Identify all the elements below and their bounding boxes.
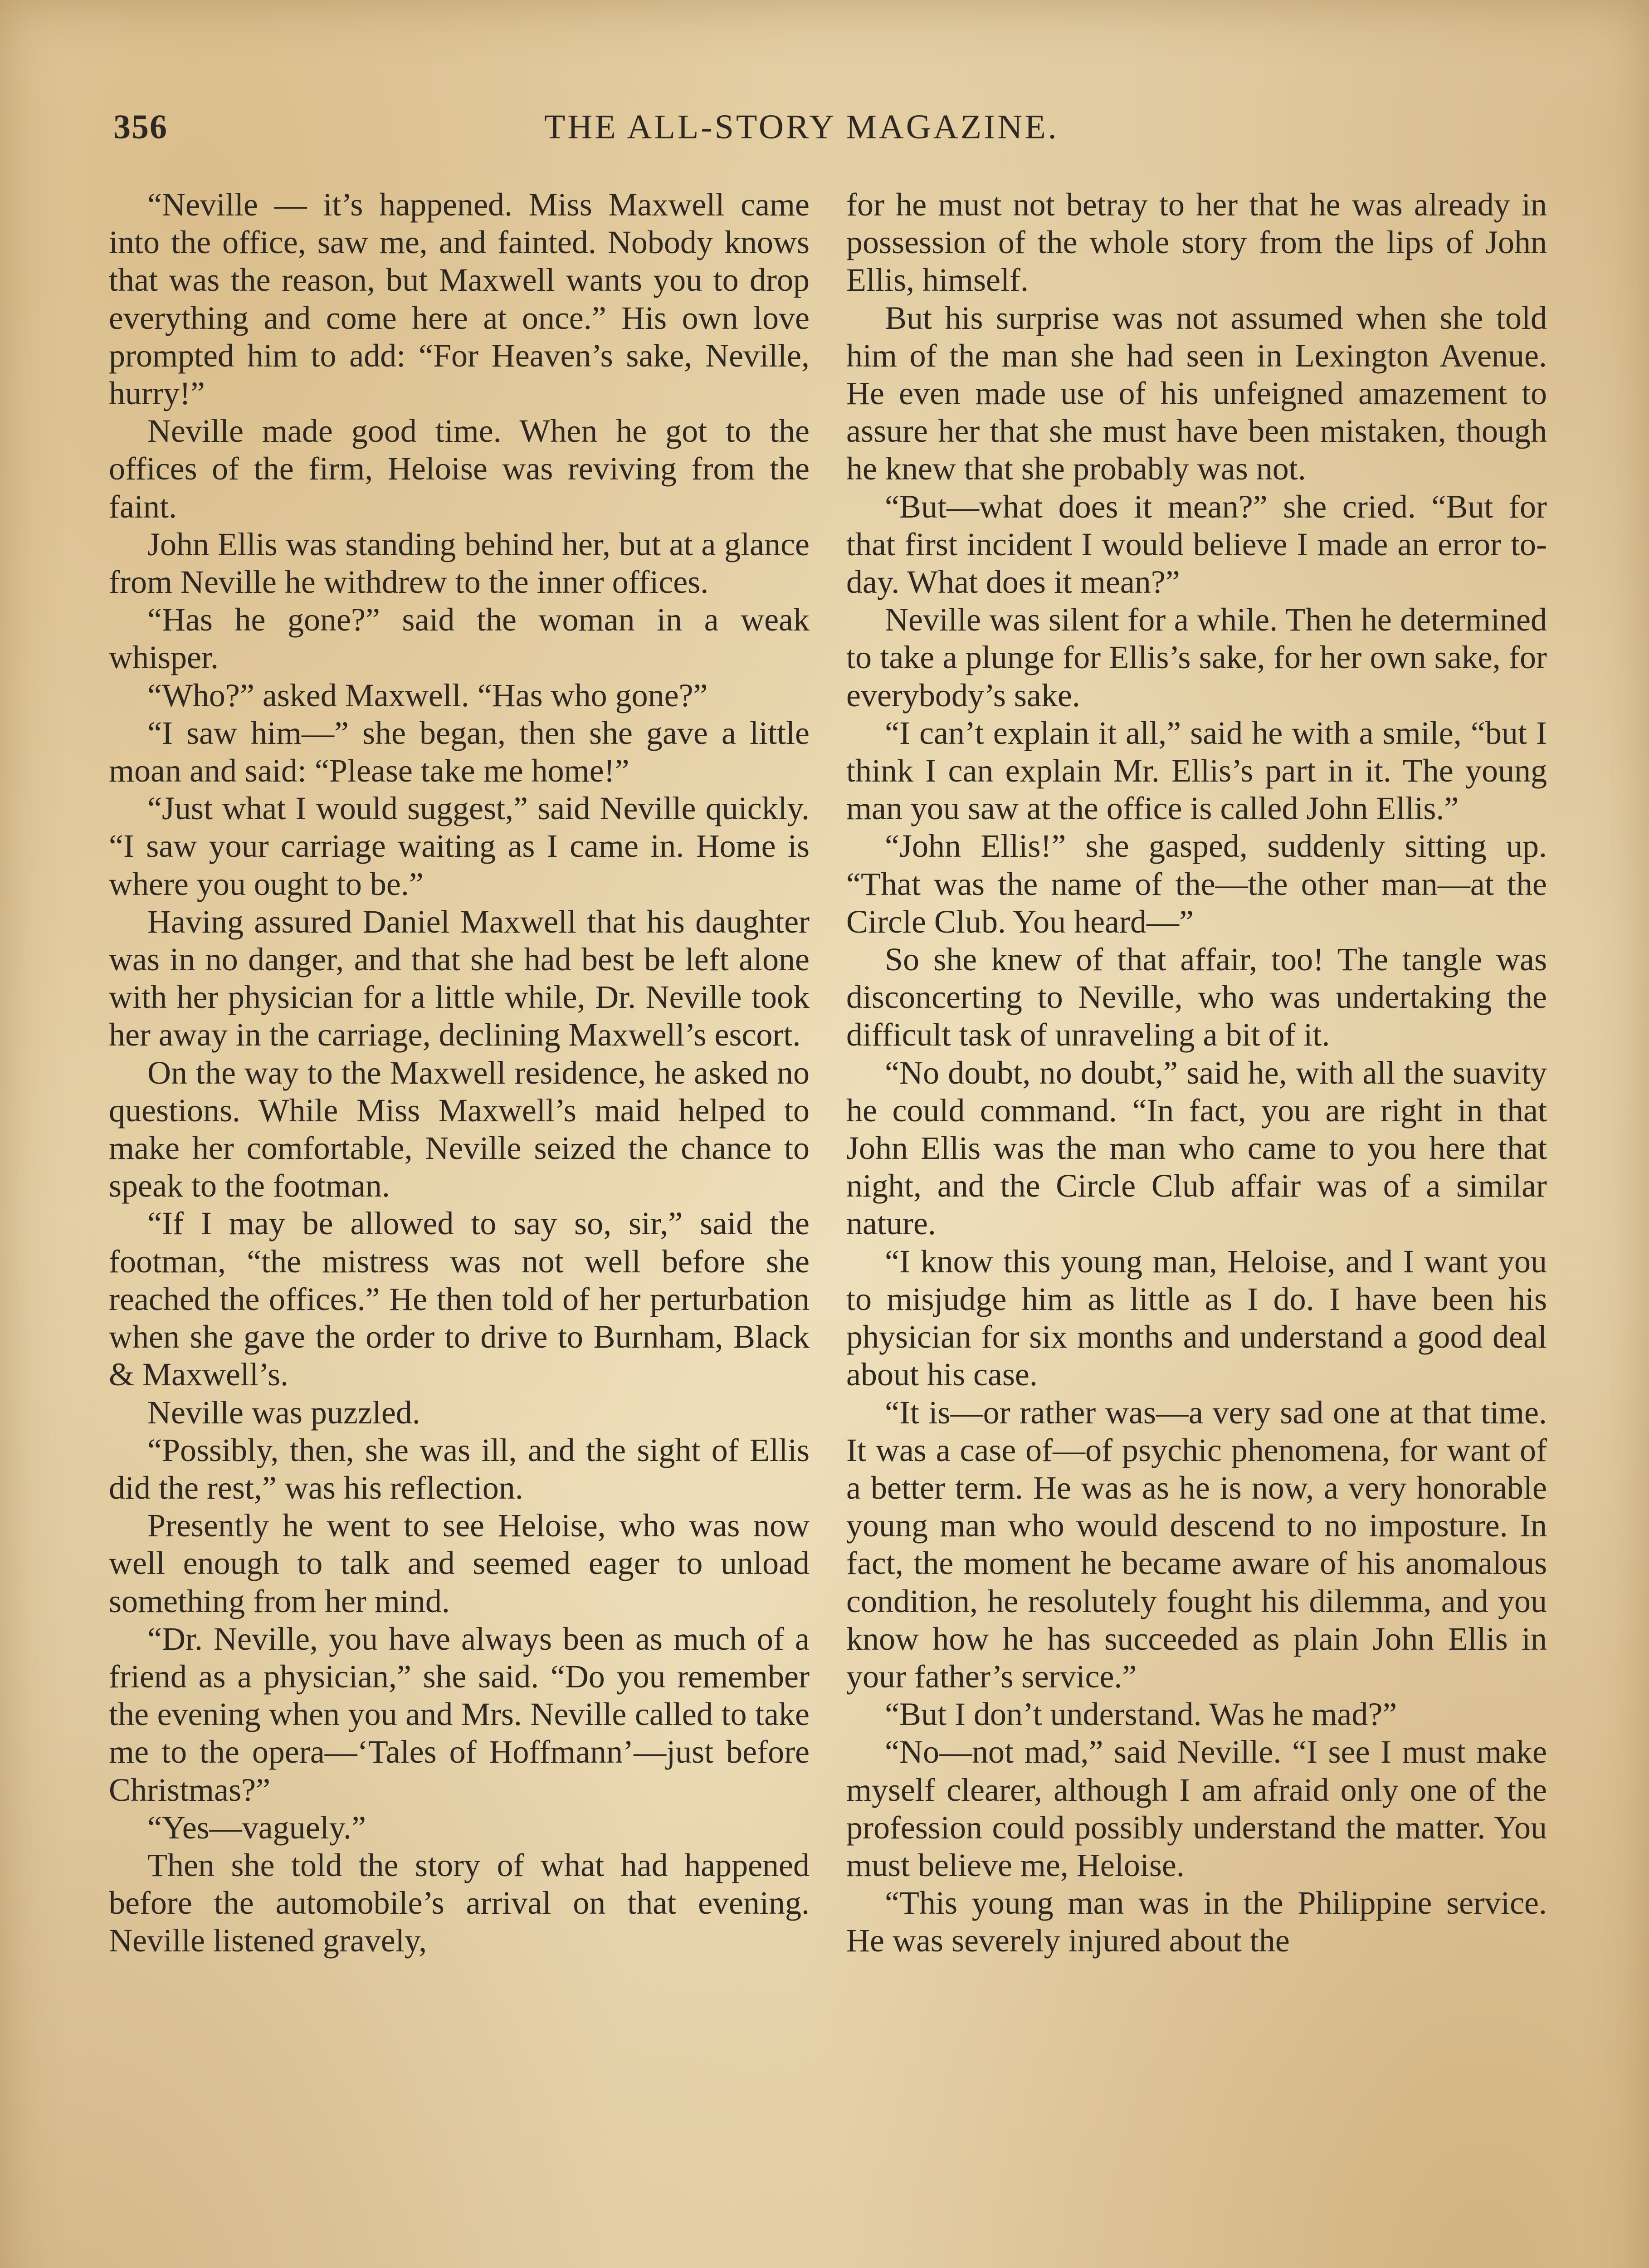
paragraph: “Has he gone?” said the woman in a weak whisper.	[109, 601, 810, 676]
page-number: 356	[113, 108, 168, 146]
paragraph: “Possibly, then, she was ill, and the sight of Ellis did the rest,” was his reflection.	[109, 1432, 810, 1506]
left-column	[109, 186, 810, 1960]
paragraph: Having assured Daniel Maxwell that his daughter was in no danger, and that she had best be left alone with her physician for a little while, Dr. Neville took her away in the carriage, declining Maxwell’s escort.	[109, 903, 810, 1053]
right-column	[846, 186, 1547, 1960]
paragraph: “No doubt, no doubt,” said he, with all the suavity he could command. “In fact, you are right in that John Ellis was the man who came to you here that night, and the Circle Club affair was of a similar nature.	[846, 1054, 1547, 1242]
paragraph: Neville was puzzled.	[147, 1394, 420, 1431]
paragraph: “I saw him—” she began, then she gave a little moan and said: “Please take me home!”	[109, 714, 810, 789]
paragraph: So she knew of that affair, too! The tangle was disconcerting to Neville, who was undertaking the difficult task of unraveling a bit of it.	[846, 941, 1547, 1053]
paragraph: “Just what I would suggest,” said Neville quickly. “I saw your carriage waiting as I came in. Home is where you ought to be.”	[109, 790, 810, 902]
paragraph: John Ellis was standing behind her, but at a glance from Neville he withdrew to the inner offices.	[109, 526, 810, 601]
paragraph: for he must not betray to her that he was already in possession of the whole story from the lips of John Ellis, himself.	[846, 186, 1547, 298]
paragraph: “Neville — it’s happened. Miss Maxwell came into the office, saw me, and fainted. Nobody knows that was the reason, but Maxwell wants you to drop everything and come here at once.” His own love prompted him to add: “For Heaven’s sake, Neville, hurry!”	[109, 186, 810, 412]
paragraph: But his surprise was not assumed when she told him of the man she had seen in Lexington Avenue. He even made use of his unfeigned amazement to assure her that she must have been mistaken, though he knew that she probably was not.	[846, 299, 1547, 487]
paragraph: “Dr. Neville, you have always been as much of a friend as a physician,” she said. “Do you remember the evening when you and Mrs. Neville called to take me to the opera—‘Tales of Hoffmann’—just before Christmas?”	[109, 1620, 810, 1808]
paragraph: Presently he went to see Heloise, who was now well enough to talk and seemed eager to unload something from her mind.	[109, 1507, 810, 1619]
paragraph: “It is—or rather was—a very sad one at that time. It was a case of—of psychic phenomena, for want of a better term. He was as he is now, a very honorable young man who would descend to no imposture. In fact, the moment he became aware of his anomalous condition, he resolutely fought his dilemma, and you know how he has succeeded as plain John Ellis in your father’s service.”	[846, 1394, 1547, 1695]
paragraph: Neville was silent for a while. Then he determined to take a plunge for Ellis’s sake, for her own sake, for everybody’s sake.	[846, 601, 1547, 714]
paragraph: “But—what does it mean?” she cried. “But for that first incident I would believe I made an error to-day. What does it mean?”	[846, 488, 1547, 601]
paragraph: Then she told the story of what had happened before the automobile’s arrival on that evening. Neville listened gravely,	[109, 1847, 810, 1959]
paragraph: “No—not mad,” said Neville. “I see I must make myself clearer, although I am afraid only one of the profession could possibly understand the matter. You must believe me, Heloise.	[846, 1734, 1547, 1883]
paragraph: “John Ellis!” she gasped, suddenly sitting up. “That was the name of the—the other man—at the Circle Club. You heard—”	[846, 828, 1547, 940]
paragraph: Neville made good time. When he got to the offices of the firm, Heloise was reviving from the faint.	[109, 413, 810, 525]
page-header	[113, 100, 1551, 154]
paragraph: “This young man was in the Philippine service. He was severely injured about the	[846, 1885, 1547, 1959]
paragraph: “But I don’t understand. Was he mad?”	[885, 1696, 1397, 1733]
paragraph: “I know this young man, Heloise, and I want you to misjudge him as little as I do. I have been his physician for six months and understand a good deal about his case.	[846, 1243, 1547, 1393]
paragraph: “Yes—vaguely.”	[147, 1809, 366, 1846]
paragraph: “If I may be allowed to say so, sir,” said the footman, “the mistress was not well before she reached the offices.” He then told of her perturbation when she gave the order to drive to Burnham, Black & Maxwell’s.	[109, 1205, 810, 1393]
paragraph: “Who?” asked Maxwell. “Has who gone?”	[147, 677, 708, 714]
running-title: THE ALL-STORY MAGAZINE.	[544, 108, 1059, 146]
paragraph: On the way to the Maxwell residence, he asked no questions. While Miss Maxwell’s maid helped to make her comfortable, Neville seized the chance to speak to the footman.	[109, 1054, 810, 1204]
paragraph: “I can’t explain it all,” said he with a smile, “but I think I can explain Mr. Ellis’s part in it. The young man you saw at the office is called John Ellis.”	[846, 714, 1547, 827]
